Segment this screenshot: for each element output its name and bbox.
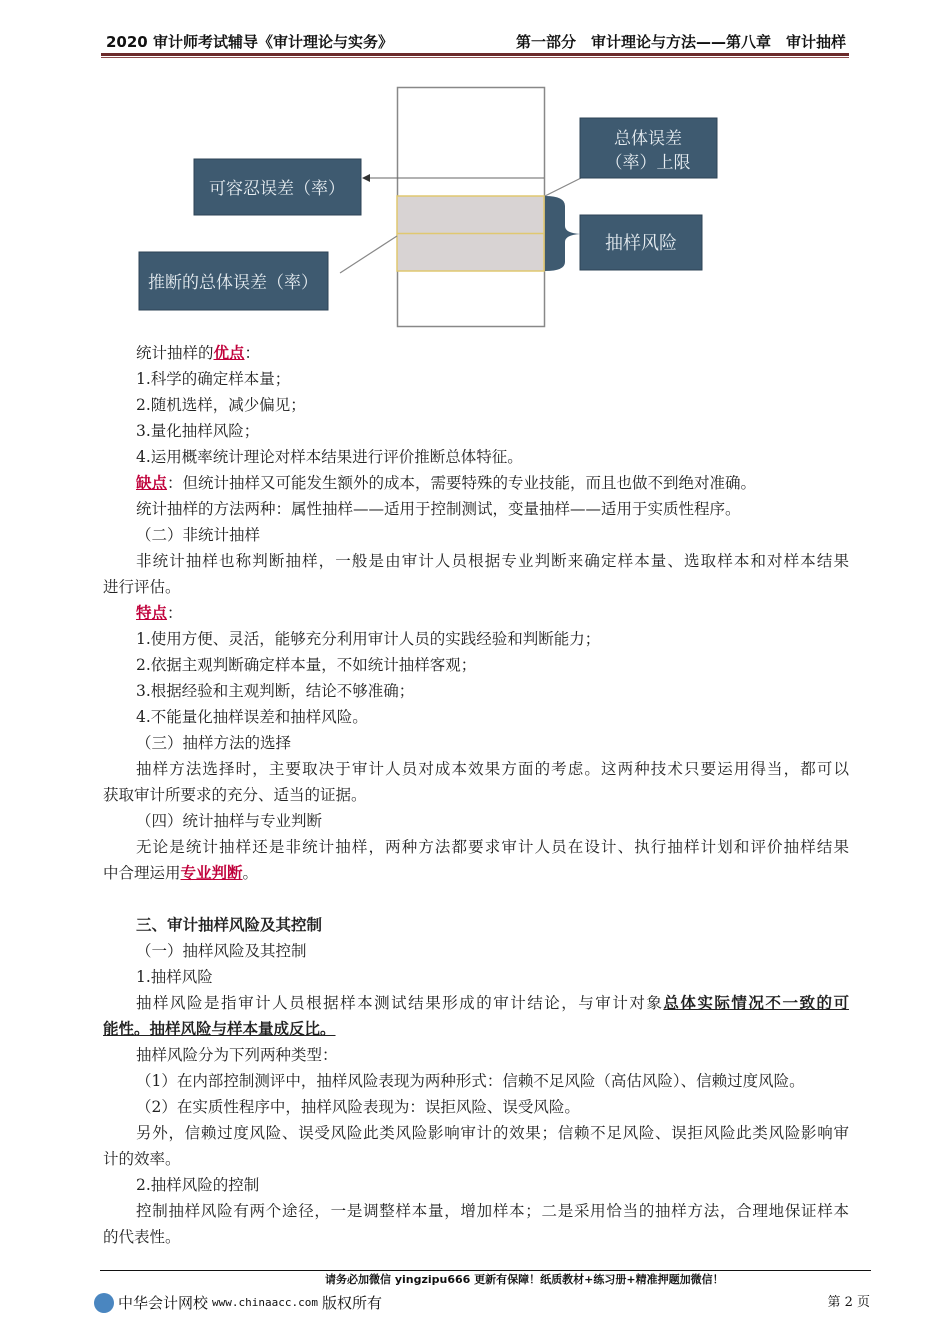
- text-line: [103, 1224, 849, 1250]
- text-line: [103, 444, 849, 470]
- text-line: [103, 860, 849, 886]
- highlight-term: 优点: [213, 343, 245, 362]
- text-segment: 统计抽样的方法两种：属性抽样——适用于控制测试，变量抽样——适用于实质性程序。: [136, 500, 741, 518]
- tolerable-box: [194, 159, 361, 215]
- text-line: [103, 912, 849, 938]
- emphasis-text: 总体实际情况不一致的可: [663, 994, 849, 1012]
- text-segment: 进行评估。: [103, 578, 181, 596]
- text-line: [103, 1172, 849, 1198]
- text-segment: （四）统计抽样与专业判断: [136, 812, 323, 830]
- text-segment: 统计抽样的: [136, 344, 214, 362]
- text-segment: （三）抽样方法的选择: [136, 734, 292, 752]
- upper-limit-label-1: 总体误差: [614, 129, 682, 149]
- text-line: [103, 782, 849, 808]
- footer-url: www.chinaacc.com: [212, 1296, 318, 1309]
- text-line: [103, 678, 849, 704]
- text-segment: 2.依据主观判断确定样本量，不如统计抽样客观；: [136, 656, 477, 674]
- text-segment: 1.抽样风险: [136, 968, 213, 986]
- page-number: 第 2 页: [827, 1295, 870, 1310]
- text-segment: 2.随机选样，减少偏见；: [136, 396, 306, 414]
- text-line: [103, 1042, 849, 1068]
- sampling-risk-diagram: [0, 0, 950, 340]
- text-segment: 无论是统计抽样还是非统计抽样，两种方法都要求审计人员在设计、执行抽样计划和评价抽样结果: [136, 838, 849, 856]
- text-segment: 非统计抽样也称判断抽样，一般是由审计人员根据专业判断来确定样本量、选取样本和对样本结果: [136, 552, 849, 570]
- highlight-term: 专业判断: [180, 863, 243, 882]
- upper-limit-box: [580, 118, 717, 178]
- text-line: [103, 548, 849, 574]
- text-line: [103, 340, 849, 366]
- text-segment: 4.运用概率统计理论对样本结果进行评价推断总体特征。: [136, 448, 523, 466]
- text-line: [103, 1094, 849, 1120]
- text-segment: 抽样风险分为下列两种类型：: [136, 1046, 338, 1064]
- highlight-term: 特点: [136, 603, 168, 622]
- highlight-term: 缺点: [136, 473, 168, 492]
- text-line: [103, 366, 849, 392]
- text-line: [103, 1016, 849, 1042]
- text-line: [103, 704, 849, 730]
- text-line: [103, 756, 849, 782]
- projected-error-box: [139, 252, 328, 310]
- text-line: [103, 392, 849, 418]
- text-segment: （一）抽样风险及其控制: [136, 942, 307, 960]
- text-line: [103, 990, 849, 1016]
- upper-limit-label-2: （率）上限: [605, 153, 691, 173]
- text-segment: ：: [244, 344, 261, 362]
- tolerable-label: 可容忍误差（率）: [209, 179, 345, 199]
- text-segment: （1）在内部控制测评中，抽样风险表现为两种形式：信赖不足风险（高估风险）、信赖过度风险。: [136, 1072, 805, 1090]
- text-segment: 1.科学的确定样本量；: [136, 370, 291, 388]
- text-segment: 的代表性。: [103, 1228, 181, 1246]
- text-segment: 中合理运用: [103, 864, 181, 882]
- projected-error-label: 推断的总体误差（率）: [148, 273, 318, 293]
- footer-rule: [100, 1270, 871, 1271]
- text-line: [103, 1198, 849, 1224]
- footer-rights: 版权所有: [321, 1294, 382, 1312]
- text-line: [103, 1068, 849, 1094]
- text-segment: 抽样风险是指审计人员根据样本测试结果形成的审计结论，与审计对象: [136, 994, 664, 1012]
- text-segment: 抽样方法选择时，主要取决于审计人员对成本效果方面的考虑。这两种技术只要运用得当，都可以: [136, 760, 849, 778]
- text-segment: ：但统计抽样又可能发生额外的成本，需要特殊的专业技能，而且也做不到绝对准确。: [167, 474, 757, 492]
- text-line: [103, 522, 849, 548]
- text-line: [103, 1146, 849, 1172]
- text-segment: 2.抽样风险的控制: [136, 1176, 260, 1194]
- text-line: [103, 574, 849, 600]
- text-segment: 4.不能量化抽样误差和抽样风险。: [136, 708, 368, 726]
- connector-projected: [340, 236, 397, 273]
- arrow-left-icon: [362, 174, 370, 182]
- header-chapter: 第一部分 审计理论与方法——第八章 审计抽样: [515, 33, 846, 51]
- text-segment: ：: [167, 604, 183, 622]
- text-segment: 另外，信赖过度风险、误受风险此类风险影响审计的效果；信赖不足风险、误拒风险此类风险影响审: [136, 1124, 849, 1142]
- text-line: [103, 938, 849, 964]
- connector-upper-limit: [545, 178, 581, 196]
- text-line: [103, 964, 849, 990]
- text-segment: 计的效率。: [103, 1150, 181, 1168]
- text-segment: 3.量化抽样风险；: [136, 422, 260, 440]
- emphasis-text: 三、审计抽样风险及其控制: [136, 916, 323, 934]
- text-line: [103, 626, 849, 652]
- text-segment: （2）在实质性程序中，抽样风险表现为：误拒风险、误受风险。: [136, 1098, 580, 1116]
- text-segment: 获取审计所要求的充分、适当的证据。: [103, 786, 367, 804]
- header-book-title: 2020 审计师考试辅导《审计理论与实务》: [106, 33, 393, 51]
- logo-icon: [94, 1293, 114, 1313]
- sampling-risk-label: 抽样风险: [605, 233, 677, 254]
- text-line: [103, 834, 849, 860]
- text-segment: 1.使用方便、灵活，能够充分利用审计人员的实践经验和判断能力；: [136, 630, 601, 648]
- text-line: [103, 1120, 849, 1146]
- text-line: [103, 730, 849, 756]
- logo-name: 中华会计网校: [118, 1294, 209, 1312]
- text-line: [103, 808, 849, 834]
- text-segment: 。: [242, 864, 259, 882]
- text-line: [103, 652, 849, 678]
- text-segment: 3.根据经验和主观判断，结论不够准确；: [136, 682, 415, 700]
- text-segment: 控制抽样风险有两个途径，一是调整样本量，增加样本；二是采用恰当的抽样方法，合理地保证样本: [136, 1202, 849, 1220]
- body-text: [103, 340, 849, 1250]
- text-line: [103, 886, 849, 912]
- text-line: [103, 600, 849, 626]
- text-line: [103, 470, 849, 496]
- text-segment: （二）非统计抽样: [136, 526, 261, 544]
- brace-icon: [545, 196, 580, 271]
- emphasis-text: 能性。抽样风险与样本量成反比。: [103, 1020, 336, 1038]
- footer-notice: 请务必加微信 yingzipu666 更新有保障！纸质教材+练习册+精准押题加微信！: [325, 1273, 724, 1286]
- sampling-risk-box: [580, 215, 702, 270]
- footer-logo: [94, 1292, 382, 1314]
- text-line: [103, 496, 849, 522]
- text-line: [103, 418, 849, 444]
